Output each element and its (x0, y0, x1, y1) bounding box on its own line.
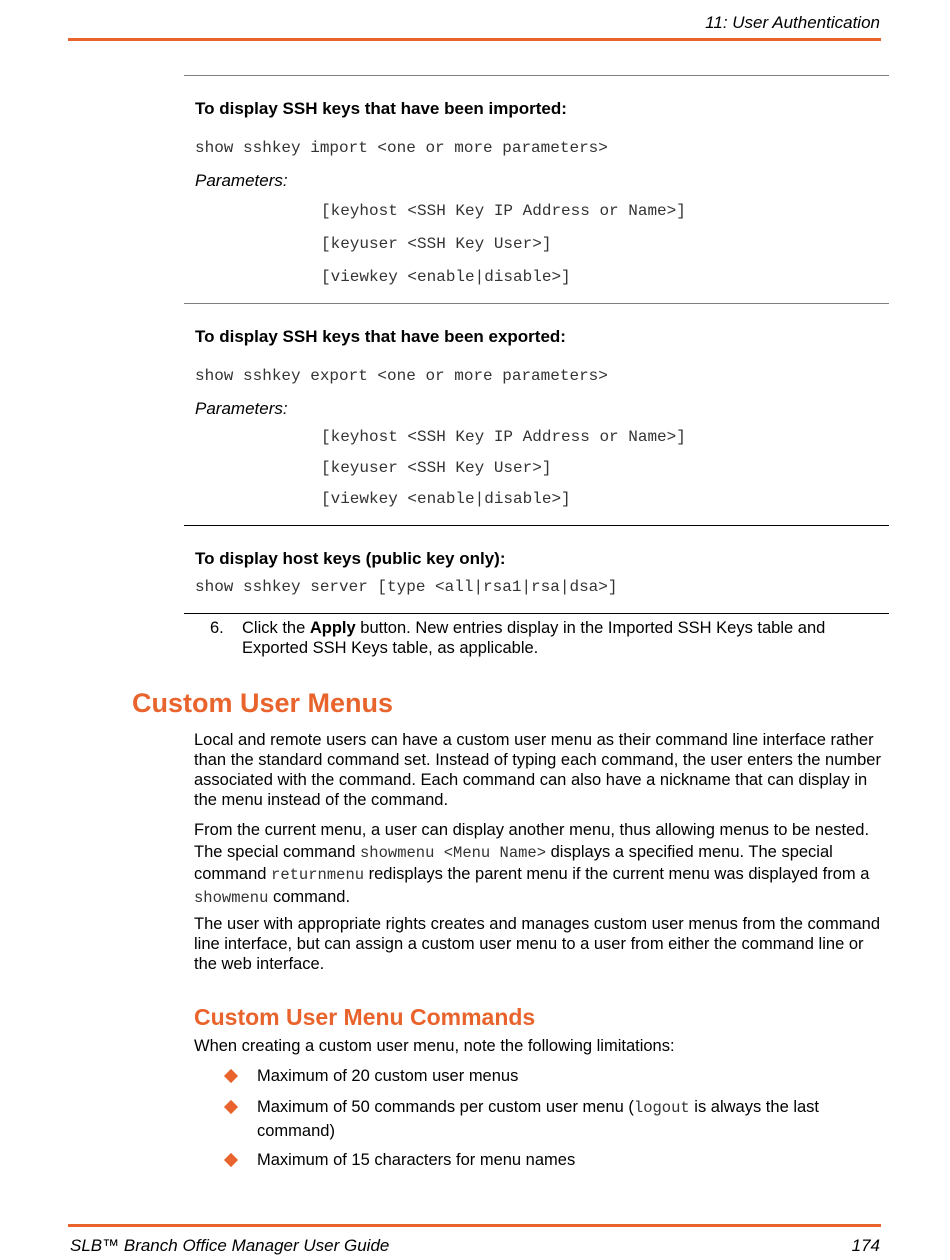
divider (184, 303, 889, 304)
chapter-header: 11: User Authentication (705, 13, 880, 32)
imported-param: [keyhost <SSH Key IP Address or Name>] (321, 202, 686, 220)
imported-params-label: Parameters: (195, 171, 288, 190)
exported-params-label: Parameters: (195, 399, 288, 418)
inline-code: returnmenu (271, 866, 365, 884)
subsection-title: Custom User Menu Commands (194, 1004, 536, 1030)
footer-title: SLB™ Branch Office Manager User Guide (70, 1236, 390, 1255)
paragraph: Local and remote users can have a custom user menu as their command line interface rather than the standard command set. Instead of typing each command, the user enters the number associated with the command. Each command can also have a nickname that can display in the menu instead of the command. (194, 731, 881, 809)
inline-code: logout (633, 1099, 690, 1117)
inline-code: showmenu (194, 888, 269, 907)
divider (184, 525, 889, 526)
exported-heading: To display SSH keys that have been exported: (195, 327, 566, 346)
imported-heading: To display SSH keys that have been imported: (195, 99, 567, 118)
diamond-bullet-icon (224, 1153, 238, 1167)
exported-param: [viewkey <enable|disable>] (321, 490, 571, 508)
divider (184, 75, 889, 76)
header-rule (68, 38, 881, 41)
list-item: Maximum of 50 commands per custom user menu (logout is always the last command) (226, 1096, 886, 1143)
diamond-bullet-icon (224, 1069, 238, 1083)
exported-param: [keyhost <SSH Key IP Address or Name>] (321, 428, 686, 446)
imported-param: [viewkey <enable|disable>] (321, 268, 571, 286)
section-title: Custom User Menus (132, 688, 394, 718)
host-command: show sshkey server [type <all|rsa1|rsa|dsa>] (195, 578, 618, 596)
exported-param: [keyuser <SSH Key User>] (321, 459, 552, 477)
step-number: 6. (210, 619, 224, 637)
inline-code: showmenu <Menu Name> (360, 843, 547, 862)
step-text: Click the Apply button. New entries display in the Imported SSH Keys table and Exported SSH Keys table, as applicable. (242, 619, 826, 657)
exported-command: show sshkey export <one or more parameters> (195, 367, 608, 385)
list-item: Maximum of 15 characters for menu names (226, 1149, 886, 1172)
imported-param: [keyuser <SSH Key User>] (321, 235, 552, 253)
step-6 (210, 618, 880, 658)
paragraph: The user with appropriate rights creates and manages custom user menus from the command line interface, but can assign a custom user menu to a user from either the command line or the web interface. (194, 915, 880, 973)
paragraph: From the current menu, a user can display another menu, thus allowing menus to be nested. The special command showmenu <Menu Name> displays a specified menu. The special command returnmenu redisplays the parent menu if the current menu was displayed from a showmenu command. (194, 821, 870, 907)
diamond-bullet-icon (224, 1100, 238, 1114)
footer-rule (68, 1224, 881, 1227)
apply-button-reference: Apply (309, 619, 356, 637)
host-heading: To display host keys (public key only): (195, 549, 506, 568)
imported-command: show sshkey import <one or more parameters> (195, 139, 608, 157)
paragraph: When creating a custom user menu, note the following limitations: (194, 1037, 675, 1055)
page-number: 174 (851, 1236, 880, 1255)
divider (184, 613, 889, 614)
list-item: Maximum of 20 custom user menus (226, 1065, 886, 1088)
